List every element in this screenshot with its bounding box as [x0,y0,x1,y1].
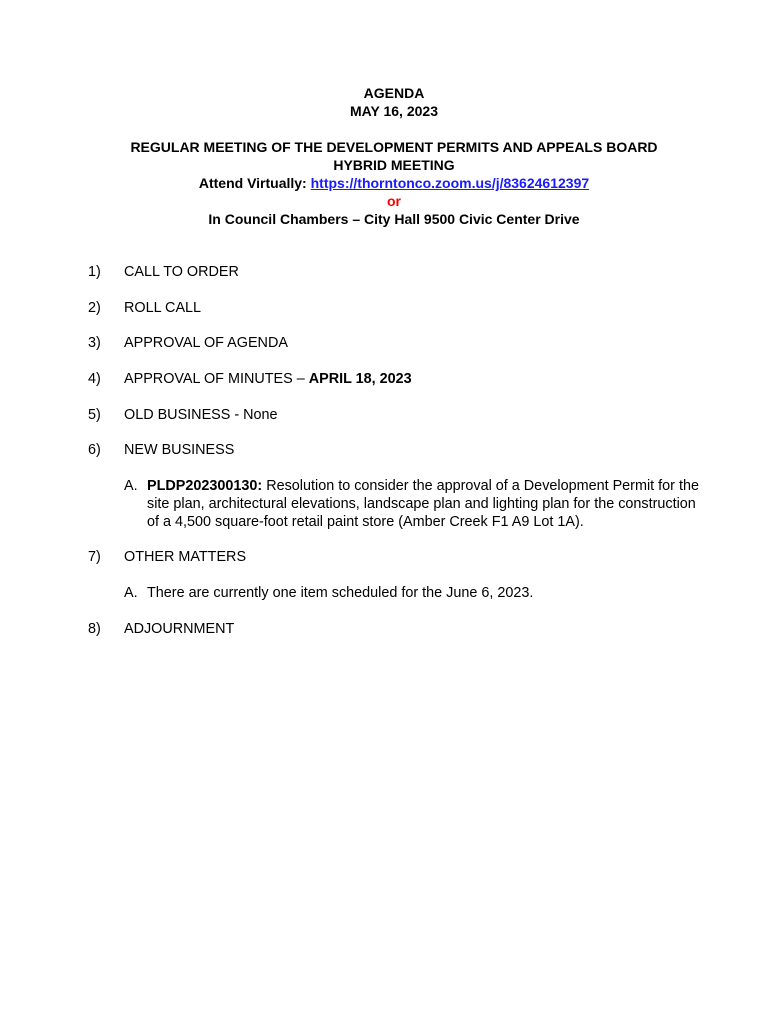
sub-item-letter: A. [124,478,138,494]
agenda-date: MAY 16, 2023 [350,103,438,119]
or-text: or [387,193,401,209]
item-label: ADJOURNMENT [124,621,235,637]
item-label: ROLL CALL [124,300,202,316]
item-number: 7) [88,549,101,565]
item-number: 1) [88,264,101,280]
item-label: NEW BUSINESS [124,442,235,458]
item-number: 5) [88,407,101,423]
minutes-date: APRIL 18, 2023 [308,371,412,387]
item-label: APPROVAL OF AGENDA [124,335,288,351]
attend-label: Attend Virtually: [198,175,311,191]
other-matters-item-a [124,584,704,602]
sub-item-letter: A. [124,585,138,601]
item-label: APPROVAL OF MINUTES – APRIL 18, 2023 [124,371,412,387]
item-number: 2) [88,300,101,316]
item-number: 4) [88,371,101,387]
permit-code: PLDP202300130: [147,478,263,494]
meeting-type: HYBRID MEETING [333,157,455,173]
meeting-title: REGULAR MEETING OF THE DEVELOPMENT PERMITS AND APPEALS BOARD [130,139,658,155]
sub-item-text: There are currently one item scheduled for the June 6, 2023. [147,585,534,601]
sub-item-text: PLDP202300130: Resolution to consider the approval of a Development Permit for the site plan, architectural elevations, landscape plan and lighting plan for the construction of a 4,500 square-foot retail paint store (Amber Creek F1 A9 Lot 1A). [147,478,699,530]
item-number: 3) [88,335,101,351]
agenda-header [0,84,770,228]
agenda-title: AGENDA [363,85,425,101]
item-label: CALL TO ORDER [124,264,239,280]
new-business-item-a [124,477,704,531]
item-label: OLD BUSINESS - None [124,407,278,423]
item-label: OTHER MATTERS [124,549,247,565]
meeting-location: In Council Chambers – City Hall 9500 Civic Center Drive [208,211,580,227]
attend-virtually [0,174,770,192]
item-number: 8) [88,621,101,637]
zoom-link[interactable]: https://thorntonco.zoom.us/j/83624612397 [310,175,590,191]
item-number: 6) [88,442,101,458]
